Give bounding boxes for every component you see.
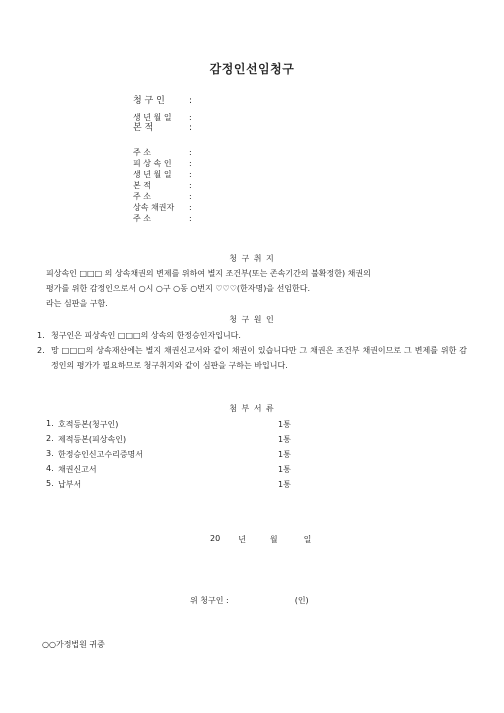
attachment-row <box>46 434 291 449</box>
party-row-claimant: 청 구 인 : <box>133 96 192 112</box>
purpose-heading-text: 청 구 취 지 <box>229 254 275 263</box>
signature-line <box>190 595 309 606</box>
party-row-claimant-address: 주 소 : <box>133 148 192 157</box>
date-day-unit: 일 <box>303 535 312 544</box>
party-label: 주 소 <box>133 192 151 201</box>
purpose-line-1: 피상속인 □□□ 의 상속채권의 변제를 위하여 별지 조건부(또는 존속기간의 불확정한) 채권의 <box>46 269 371 278</box>
party-row-creditor: 상속 채권자 : <box>133 203 192 212</box>
attachments-heading <box>0 403 504 414</box>
date-year-unit: 년 <box>238 535 246 544</box>
reason-text: 청구인은 피상속인 □□□의 상속의 한정승인자입니다. <box>51 331 241 340</box>
signature-seal: (인) <box>294 596 309 605</box>
reason-text: 망 □□□의 상속재산에는 별지 채권신고서와 같이 채권이 있습니다만 그 채권은 조건부 채권이므로 그 변제를 위한 감정인의 평가가 필요하므로 청구취지와 같이 심판을 구하는 바입니다. <box>51 346 467 370</box>
document-title: 감정인선임청구 <box>209 62 295 76</box>
date-year: 20 <box>210 534 221 543</box>
party-info <box>133 96 192 224</box>
attachment-number: 2. <box>46 434 54 443</box>
attachment-qty: 1통 <box>278 420 291 429</box>
reason-item-1 <box>37 328 467 343</box>
reasons-heading <box>0 314 504 325</box>
attachment-row <box>46 449 291 464</box>
party-row-decedent: 피 상 속 인 : <box>133 159 192 168</box>
attachments-list <box>46 419 291 494</box>
attachment-number: 1. <box>46 419 54 428</box>
attachment-name: 호적등본(청구인) <box>58 420 119 429</box>
attachment-row <box>46 464 291 479</box>
party-label: 생 년 월 일 <box>133 113 172 122</box>
party-label: 주 소 <box>133 148 151 157</box>
attachment-row <box>46 419 291 434</box>
party-label: 청 구 인 <box>133 96 165 106</box>
reason-number: 2. <box>37 346 45 355</box>
party-row-claimant-domicile: 본 적 : <box>133 123 192 139</box>
purpose-line-3: 라는 심판을 구함. <box>46 299 108 308</box>
attachment-name: 한정승인신고수리증명서 <box>58 450 144 459</box>
party-row-claimant-birth: 생 년 월 일 : <box>133 113 192 122</box>
purpose-heading <box>0 253 504 264</box>
attachment-number: 3. <box>46 449 54 458</box>
attachment-number: 5. <box>46 479 54 488</box>
party-row-decedent-address: 주 소 : <box>133 192 192 201</box>
attachment-number: 4. <box>46 464 54 473</box>
party-row-creditor-address: 주 소 : <box>133 214 192 223</box>
party-label: 본 적 <box>133 123 154 133</box>
attachment-name: 납부서 <box>58 480 82 489</box>
attachment-name: 채권신고서 <box>58 465 97 474</box>
attachment-qty: 1통 <box>278 435 291 444</box>
party-label: 피 상 속 인 <box>133 159 172 168</box>
reason-number: 1. <box>37 331 45 340</box>
court-addressee: ○○가정법원 귀중 <box>42 640 105 649</box>
party-label: 본 적 <box>133 181 151 190</box>
date-month-unit: 월 <box>269 535 278 544</box>
attachment-qty: 1통 <box>278 450 291 459</box>
party-label: 상속 채권자 <box>133 203 175 212</box>
attachments-heading-text: 첨 부 서 류 <box>229 404 275 413</box>
reason-item-2 <box>37 343 467 373</box>
purpose-line-2: 평가를 위한 감정인으로서 ○시 ○구 ○동 ○번지 ♡♡♡(한자명)을 선임한다. <box>46 284 311 293</box>
reasons-heading-text: 청 구 원 인 <box>229 315 275 324</box>
party-row-decedent-birth: 생 년 월 일 : <box>133 170 192 179</box>
attachment-name: 제적등본(피상속인) <box>58 435 127 444</box>
party-label: 주 소 <box>133 214 151 223</box>
document-date <box>210 534 311 545</box>
attachment-row <box>46 479 291 494</box>
party-row-decedent-domicile: 본 적 : <box>133 181 192 190</box>
attachment-qty: 1통 <box>278 480 291 489</box>
attachment-qty: 1통 <box>278 465 291 474</box>
party-label: 생 년 월 일 <box>133 170 172 179</box>
signature-label: 위 청구인 : <box>190 596 229 605</box>
